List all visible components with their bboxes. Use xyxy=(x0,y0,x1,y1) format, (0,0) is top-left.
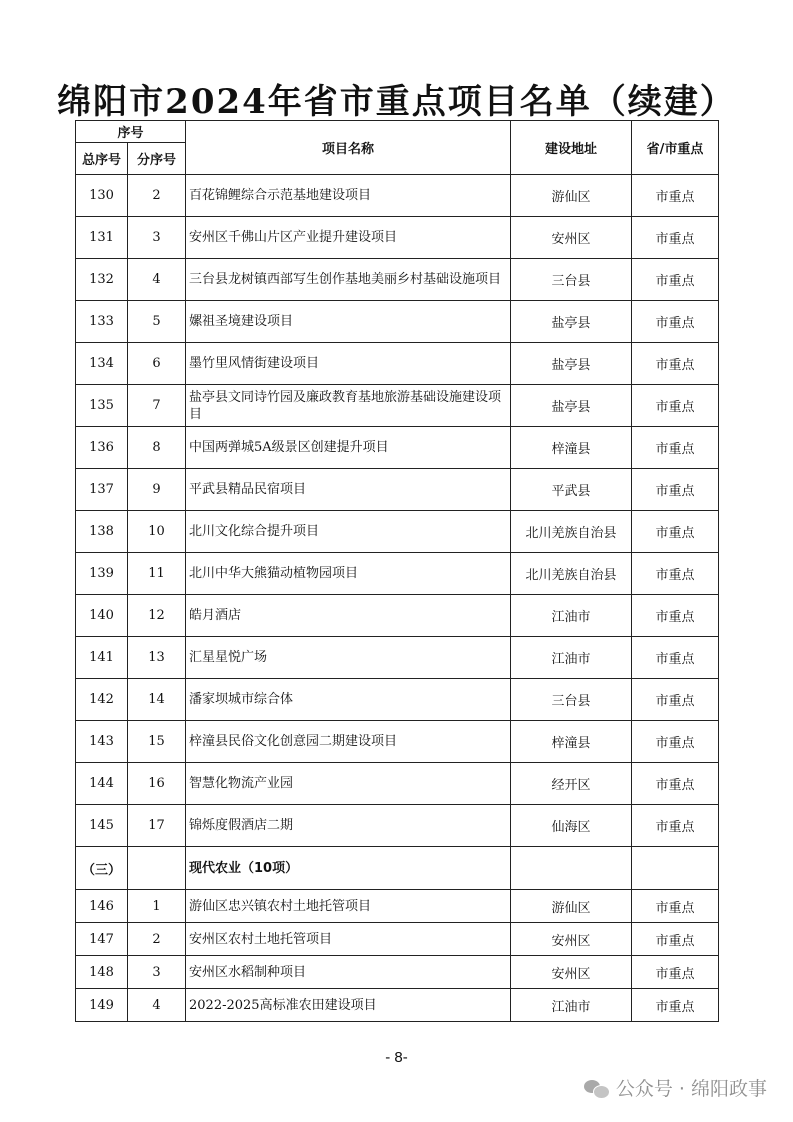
table-row xyxy=(76,679,719,721)
table-row xyxy=(76,956,719,989)
sub-seq-cell: 5 xyxy=(128,301,186,343)
location-cell: 三台县 xyxy=(511,259,632,301)
location-cell: 盐亭县 xyxy=(511,301,632,343)
total-seq-cell: 133 xyxy=(76,301,128,343)
total-seq-cell: 138 xyxy=(76,511,128,553)
location-cell: 江油市 xyxy=(511,637,632,679)
project-name-cell: 游仙区忠兴镇农村土地托管项目 xyxy=(186,890,511,923)
total-seq-cell: 146 xyxy=(76,890,128,923)
level-cell: 市重点 xyxy=(632,553,719,595)
sub-seq-cell: 4 xyxy=(128,989,186,1022)
level-cell: 市重点 xyxy=(632,923,719,956)
project-name-cell: 嫘祖圣境建设项目 xyxy=(186,301,511,343)
total-seq-cell: 142 xyxy=(76,679,128,721)
table-row xyxy=(76,469,719,511)
table-row xyxy=(76,259,719,301)
section-location-empty xyxy=(511,847,632,890)
location-cell: 北川羌族自治县 xyxy=(511,553,632,595)
watermark-text: 公众号 · 绵阳政事 xyxy=(615,1078,767,1100)
header-row-top xyxy=(76,121,719,143)
project-table xyxy=(75,120,719,1022)
location-cell: 江油市 xyxy=(511,989,632,1022)
section-title: 现代农业（10项） xyxy=(186,847,511,890)
table-row xyxy=(76,301,719,343)
project-name-cell: 北川文化综合提升项目 xyxy=(186,511,511,553)
total-seq-cell: 140 xyxy=(76,595,128,637)
project-name-cell: 平武县精品民宿项目 xyxy=(186,469,511,511)
project-name-cell: 智慧化物流产业园 xyxy=(186,763,511,805)
location-cell: 盐亭县 xyxy=(511,385,632,427)
header-total-seq: 总序号 xyxy=(76,143,128,175)
table-row xyxy=(76,343,719,385)
project-name-cell: 2022-2025高标准农田建设项目 xyxy=(186,989,511,1022)
table-row xyxy=(76,217,719,259)
total-seq-cell: 148 xyxy=(76,956,128,989)
total-seq-cell: 135 xyxy=(76,385,128,427)
sub-seq-cell: 11 xyxy=(128,553,186,595)
page-title: 绵阳市2024年省市重点项目名单（续建） xyxy=(57,82,736,122)
total-seq-cell: 136 xyxy=(76,427,128,469)
table-row xyxy=(76,175,719,217)
table-row xyxy=(76,385,719,427)
table-row xyxy=(76,805,719,847)
sub-seq-cell: 2 xyxy=(128,175,186,217)
table-row xyxy=(76,763,719,805)
section-block xyxy=(76,847,719,890)
level-cell: 市重点 xyxy=(632,637,719,679)
sub-seq-cell: 3 xyxy=(128,956,186,989)
location-cell: 梓潼县 xyxy=(511,427,632,469)
watermark xyxy=(584,1074,767,1101)
location-cell: 梓潼县 xyxy=(511,721,632,763)
location-cell: 平武县 xyxy=(511,469,632,511)
location-cell: 仙海区 xyxy=(511,805,632,847)
project-name-cell: 百花锦鲤综合示范基地建设项目 xyxy=(186,175,511,217)
level-cell: 市重点 xyxy=(632,385,719,427)
level-cell: 市重点 xyxy=(632,217,719,259)
table-body-tourism xyxy=(76,175,719,847)
project-name-cell: 皓月酒店 xyxy=(186,595,511,637)
project-name-cell: 墨竹里风情街建设项目 xyxy=(186,343,511,385)
location-cell: 江油市 xyxy=(511,595,632,637)
project-name-cell: 安州区水稻制种项目 xyxy=(186,956,511,989)
total-seq-cell: 143 xyxy=(76,721,128,763)
total-seq-cell: 149 xyxy=(76,989,128,1022)
table-row xyxy=(76,721,719,763)
level-cell: 市重点 xyxy=(632,989,719,1022)
level-cell: 市重点 xyxy=(632,343,719,385)
level-cell: 市重点 xyxy=(632,427,719,469)
project-name-cell: 潘家坝城市综合体 xyxy=(186,679,511,721)
total-seq-cell: 144 xyxy=(76,763,128,805)
level-cell: 市重点 xyxy=(632,890,719,923)
table-row xyxy=(76,923,719,956)
level-cell: 市重点 xyxy=(632,763,719,805)
sub-seq-cell: 12 xyxy=(128,595,186,637)
total-seq-cell: 131 xyxy=(76,217,128,259)
sub-seq-cell: 7 xyxy=(128,385,186,427)
level-cell: 市重点 xyxy=(632,956,719,989)
section-number: （三） xyxy=(76,847,128,890)
sub-seq-cell: 1 xyxy=(128,890,186,923)
sub-seq-cell: 17 xyxy=(128,805,186,847)
level-cell: 市重点 xyxy=(632,511,719,553)
page-number: - 8- xyxy=(385,1049,408,1066)
table-row xyxy=(76,427,719,469)
total-seq-cell: 130 xyxy=(76,175,128,217)
total-seq-cell: 132 xyxy=(76,259,128,301)
table-row xyxy=(76,595,719,637)
section-row xyxy=(76,847,719,890)
project-name-cell: 梓潼县民俗文化创意园二期建设项目 xyxy=(186,721,511,763)
project-name-cell: 汇星星悦广场 xyxy=(186,637,511,679)
project-name-cell: 中国两弹城5A级景区创建提升项目 xyxy=(186,427,511,469)
total-seq-cell: 141 xyxy=(76,637,128,679)
header-sub-seq: 分序号 xyxy=(128,143,186,175)
location-cell: 安州区 xyxy=(511,923,632,956)
section-level-empty xyxy=(632,847,719,890)
table-row xyxy=(76,553,719,595)
location-cell: 盐亭县 xyxy=(511,343,632,385)
table-row xyxy=(76,989,719,1022)
location-cell: 北川羌族自治县 xyxy=(511,511,632,553)
sub-seq-cell: 6 xyxy=(128,343,186,385)
total-seq-cell: 139 xyxy=(76,553,128,595)
level-cell: 市重点 xyxy=(632,805,719,847)
total-seq-cell: 134 xyxy=(76,343,128,385)
sub-seq-cell: 13 xyxy=(128,637,186,679)
sub-seq-cell: 9 xyxy=(128,469,186,511)
project-name-cell: 安州区农村土地托管项目 xyxy=(186,923,511,956)
header-project-name: 项目名称 xyxy=(186,121,511,175)
header-location: 建设地址 xyxy=(511,121,632,175)
total-seq-cell: 147 xyxy=(76,923,128,956)
level-cell: 市重点 xyxy=(632,175,719,217)
wechat-icon xyxy=(584,1078,610,1098)
location-cell: 游仙区 xyxy=(511,890,632,923)
table-row xyxy=(76,890,719,923)
location-cell: 安州区 xyxy=(511,217,632,259)
level-cell: 市重点 xyxy=(632,721,719,763)
header-level: 省/市重点 xyxy=(632,121,719,175)
location-cell: 游仙区 xyxy=(511,175,632,217)
project-name-cell: 三台县龙树镇西部写生创作基地美丽乡村基础设施项目 xyxy=(186,259,511,301)
level-cell: 市重点 xyxy=(632,469,719,511)
table-body-agriculture xyxy=(76,890,719,1022)
location-cell: 经开区 xyxy=(511,763,632,805)
sub-seq-cell: 14 xyxy=(128,679,186,721)
sub-seq-cell: 3 xyxy=(128,217,186,259)
project-name-cell: 安州区千佛山片区产业提升建设项目 xyxy=(186,217,511,259)
project-name-cell: 锦烁度假酒店二期 xyxy=(186,805,511,847)
level-cell: 市重点 xyxy=(632,301,719,343)
project-name-cell: 北川中华大熊猫动植物园项目 xyxy=(186,553,511,595)
total-seq-cell: 137 xyxy=(76,469,128,511)
location-cell: 三台县 xyxy=(511,679,632,721)
sub-seq-cell: 16 xyxy=(128,763,186,805)
level-cell: 市重点 xyxy=(632,259,719,301)
sub-seq-cell: 15 xyxy=(128,721,186,763)
table-row xyxy=(76,511,719,553)
location-cell: 安州区 xyxy=(511,956,632,989)
sub-seq-cell: 10 xyxy=(128,511,186,553)
level-cell: 市重点 xyxy=(632,595,719,637)
sub-seq-cell: 8 xyxy=(128,427,186,469)
section-sub-empty xyxy=(128,847,186,890)
sub-seq-cell: 2 xyxy=(128,923,186,956)
project-name-cell: 盐亭县文同诗竹园及廉政教育基地旅游基础设施建设项目 xyxy=(186,385,511,427)
header-seq-group: 序号 xyxy=(76,121,186,143)
sub-seq-cell: 4 xyxy=(128,259,186,301)
total-seq-cell: 145 xyxy=(76,805,128,847)
level-cell: 市重点 xyxy=(632,679,719,721)
table-row xyxy=(76,637,719,679)
